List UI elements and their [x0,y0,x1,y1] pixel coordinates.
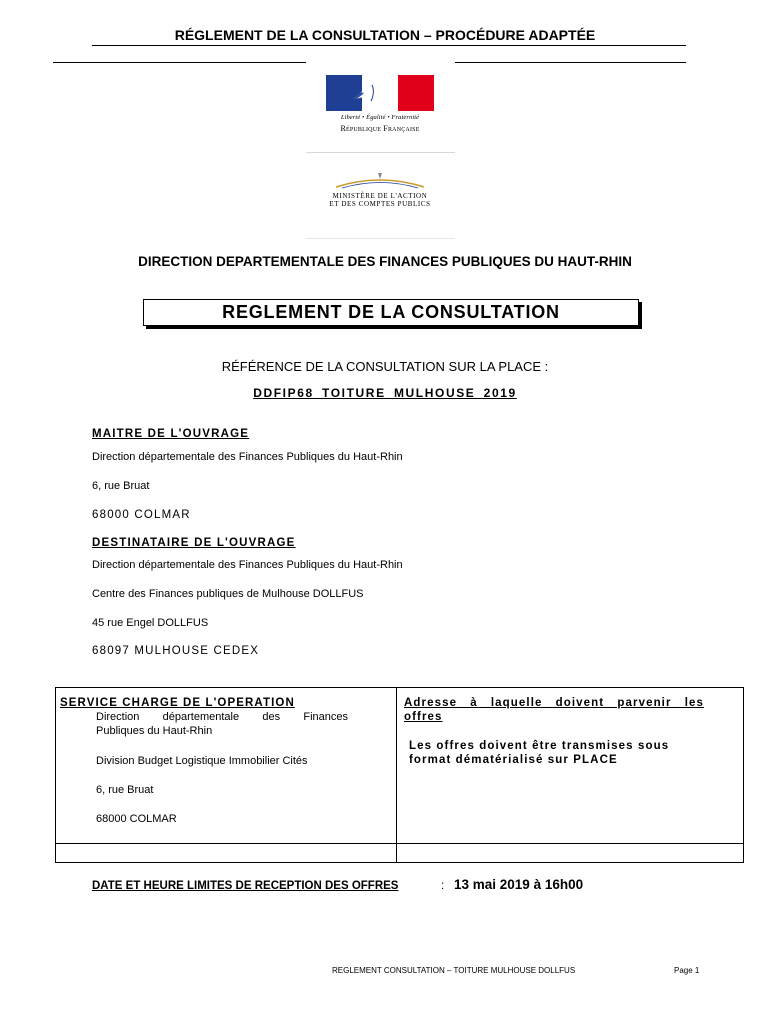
footer-page-number: Page 1 [674,966,700,975]
maitre-ouvrage-line: 68000 COLMAR [92,509,191,521]
destinataire-line: 68097 MULHOUSE CEDEX [92,645,260,657]
main-title-box [143,299,639,326]
address-text: Les offres doivent être transmises sous [409,740,670,752]
service-heading: SERVICE CHARGE DE L'OPERATION [60,697,295,709]
reference-code [0,386,770,400]
destinataire-line: Direction départementale des Finances Publiques du Haut-Rhin [92,559,403,571]
destinataire-line: 45 rue Engel DOLLFUS [92,617,209,629]
logo-divider-bottom [306,238,455,239]
table-row-divider [56,843,743,844]
maitre-ouvrage-heading: MAITRE DE L'OUVRAGE [92,428,250,440]
ministry-emblem-icon [332,171,428,189]
republic-name: République Française [340,124,420,133]
destinataire-line: Centre des Finances publiques de Mulhouse DOLLFUS [92,588,364,600]
marianne-profile-icon [338,75,398,111]
service-line: 6, rue Bruat [96,784,154,796]
service-line: 68000 COLMAR [96,813,177,825]
service-line: Publiques du Haut-Rhin [96,725,213,737]
reference-code-text: DDFIP68_TOITURE_MULHOUSE_2019 [253,386,517,400]
direction-title: DIRECTION DEPARTEMENTALE DES FINANCES PUBLIQUES DU HAUT-RHIN [138,254,632,269]
service-line: Direction départementale des Finances [96,711,348,723]
header-rule [92,45,686,46]
main-title: REGLEMENT DE LA CONSULTATION [222,302,560,322]
header-rule-right [455,62,686,63]
maitre-ouvrage-line: Direction départementale des Finances Publiques du Haut-Rhin [92,451,403,463]
address-heading-cont: offres [404,711,443,723]
ministry-name-line1: MINISTÈRE DE L'ACTION [332,192,428,200]
reference-label: RÉFÉRENCE DE LA CONSULTATION SUR LA PLACE : [221,359,549,374]
address-heading: Adresse à laquelle doivent parvenir les [404,697,704,709]
maitre-ouvrage-line: 6, rue Bruat [92,480,150,492]
republic-motto: Liberté • Égalité • Fraternité [340,114,420,121]
header-rule-left [53,62,306,63]
logo-divider [306,152,455,153]
ministry-name-line2: ET DES COMPTES PUBLICS [329,200,431,208]
deadline-separator: : [441,880,445,892]
page-header-title: RÉGLEMENT DE LA CONSULTATION – PROCÉDURE ADAPTÉE [174,27,596,43]
service-line: Division Budget Logistique Immobilier Cités [96,755,308,767]
deadline-label: DATE ET HEURE LIMITES DE RECEPTION DES OFFRES [92,880,399,892]
table-column-divider [396,688,397,862]
address-text-cont: format dématérialisé sur PLACE [409,754,618,766]
destinataire-heading: DESTINATAIRE DE L'OUVRAGE [92,537,296,549]
footer-text: REGLEMENT CONSULTATION – TOITURE MULHOUSE DOLLFUS [332,966,576,975]
deadline-value: 13 mai 2019 à 16h00 [454,877,584,892]
